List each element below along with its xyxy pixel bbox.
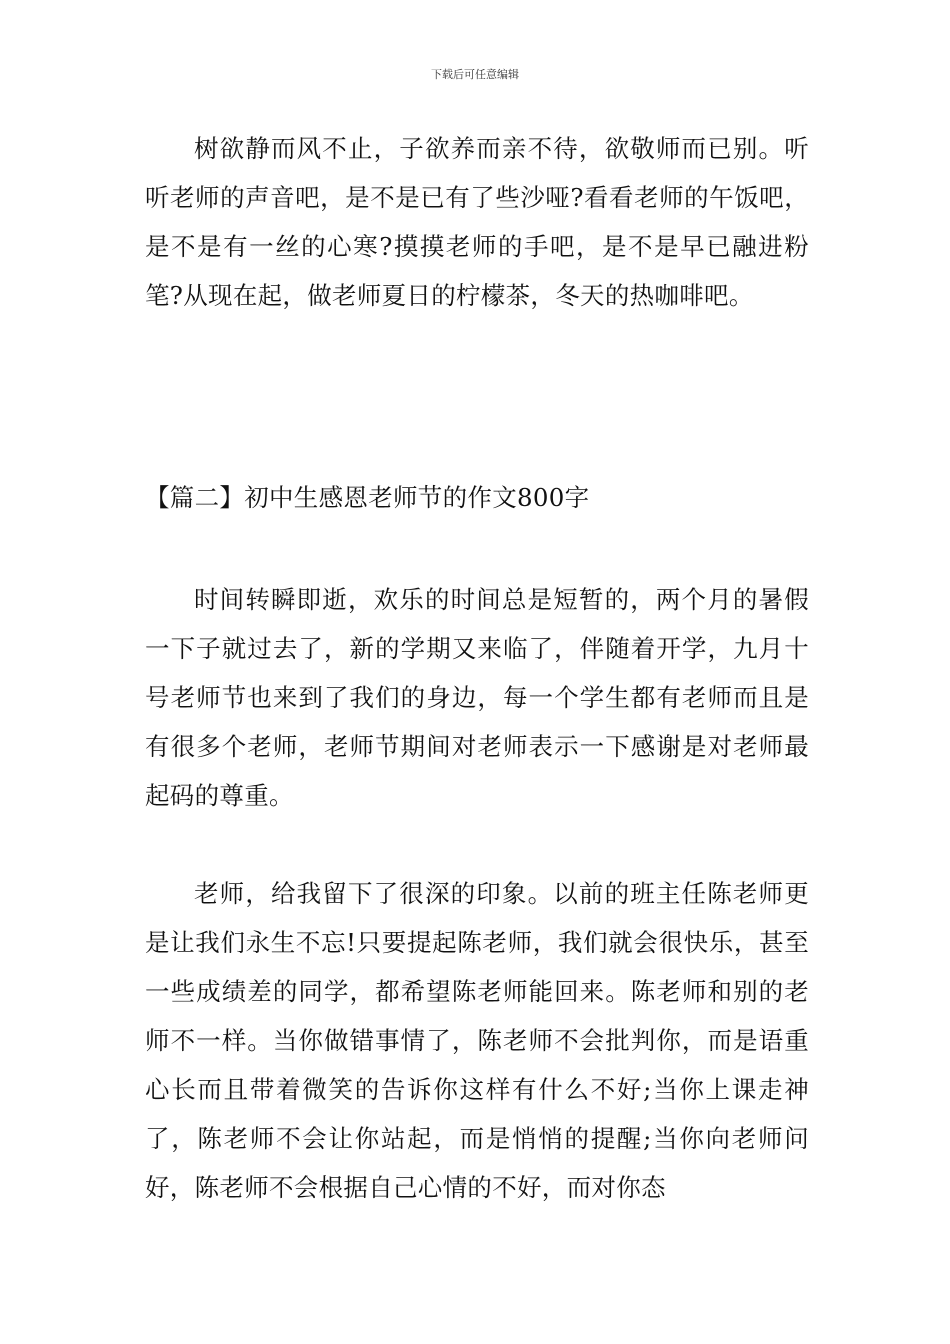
paragraph-2: 时间转瞬即逝，欢乐的时间总是短暂的，两个月的暑假一下子就过去了，新的学期又来临了，伴随着开学，九月十号老师节也来到了我们的身边，每一个学生都有老师而且是有很多个老师，老师节期间对老师表示一下感谢是对老师最起码的尊重。 [145,585,809,810]
section-heading: 【篇二】初中生感恩老师节的作文800字 [145,483,590,512]
paragraph-1: 树欲静而风不止，子欲养而亲不待，欲敬师而已别。听听老师的声音吧，是不是已有了些沙哑?看看老师的午饭吧，是不是有一丝的心寒?摸摸老师的手吧，是不是早已融进粉笔?从现在起，做老师夏日的柠檬茶，冬天的热咖啡吧。 [145,134,809,310]
page-header-note: 下载后可任意编辑 [431,68,519,81]
paragraph-3: 老师，给我留下了很深的印象。以前的班主任陈老师更是让我们永生不忘!只要提起陈老师，我们就会很快乐，甚至一些成绩差的同学，都希望陈老师能回来。陈老师和别的老师不一样。当你做错事情了，陈老师不会批判你，而是语重心长而且带着微笑的告诉你这样有什么不好;当你上课走神了，陈老师不会让你站起，而是悄悄的提醒;当你向老师问好，陈老师不会根据自己心情的不好，而对你态 [145,879,809,1202]
